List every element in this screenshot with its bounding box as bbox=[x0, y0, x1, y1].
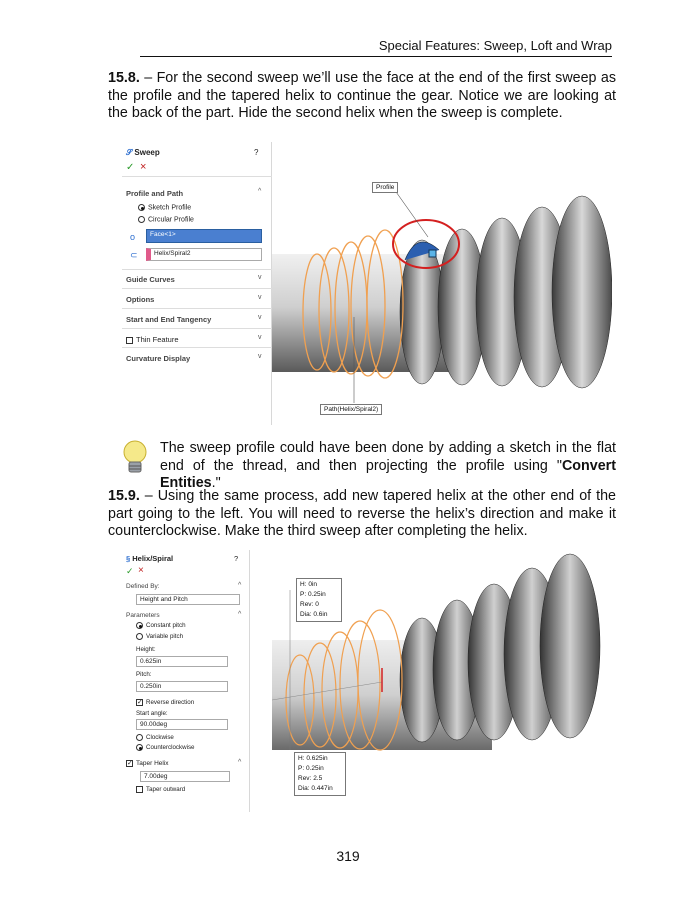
defined-by-select[interactable]: Height and Pitch bbox=[136, 594, 240, 605]
section-curvature-display[interactable]: Curvature Display bbox=[126, 354, 191, 363]
step-number: 15.9. bbox=[108, 488, 140, 504]
radio-icon bbox=[136, 622, 143, 629]
table-row: Dia: 0.447in bbox=[298, 785, 333, 792]
divider bbox=[122, 347, 272, 348]
helix-icon: § bbox=[126, 554, 133, 563]
radio-icon bbox=[136, 744, 143, 751]
radio-constant-pitch[interactable]: Constant pitch bbox=[136, 622, 186, 629]
thin-feature-checkbox[interactable]: Thin Feature bbox=[126, 335, 179, 344]
radio-clockwise[interactable]: Clockwise bbox=[136, 734, 174, 741]
chevron-down-icon[interactable]: v bbox=[258, 294, 262, 301]
cancel-button[interactable]: × bbox=[138, 565, 144, 576]
chevron-up-icon[interactable]: ^ bbox=[238, 582, 242, 589]
checkbox-icon: ✓ bbox=[137, 699, 143, 706]
table-row: P: 0.25in bbox=[300, 591, 326, 598]
page-number: 319 bbox=[336, 848, 360, 864]
taper-outward-checkbox[interactable]: Taper outward bbox=[136, 786, 185, 793]
lightbulb-icon bbox=[116, 438, 154, 478]
step-text: – For the second sweep we’ll use the face at the end of the first sweep as the profile and the tapered helix to continue the gear. Notice we are looking at the back of the part. Hide the second helix when the sweep is complete. bbox=[108, 70, 616, 122]
helix-start-table bbox=[296, 578, 342, 622]
radio-icon bbox=[136, 734, 143, 741]
table-row: Rev: 0 bbox=[300, 601, 319, 608]
radio-icon bbox=[138, 204, 145, 211]
divider bbox=[122, 269, 272, 270]
radio-circular-profile[interactable]: Circular Profile bbox=[138, 216, 194, 223]
section-guide-curves[interactable]: Guide Curves bbox=[126, 275, 175, 284]
step-15-9 bbox=[108, 488, 616, 541]
step-15-8 bbox=[108, 70, 616, 123]
taper-angle-input[interactable]: 7.00deg bbox=[140, 771, 230, 782]
radio-sketch-profile[interactable]: Sketch Profile bbox=[138, 204, 191, 211]
height-label: Height: bbox=[136, 646, 156, 653]
cancel-button[interactable]: × bbox=[140, 161, 147, 173]
path-icon: ⊂ bbox=[130, 250, 138, 260]
step-number: 15.8. bbox=[108, 70, 140, 86]
help-icon[interactable]: ? bbox=[254, 148, 259, 157]
sweep-title: 𝒮 Sweep bbox=[126, 148, 160, 157]
reverse-direction-checkbox[interactable]: ✓ Reverse direction bbox=[137, 699, 195, 707]
defined-by-label: Defined By: bbox=[126, 583, 160, 590]
divider bbox=[122, 288, 272, 289]
profile-icon: o bbox=[130, 232, 136, 242]
table-row: H: 0.625in bbox=[298, 755, 328, 762]
radio-counterclockwise[interactable]: Counterclockwise bbox=[136, 744, 195, 751]
path-field[interactable]: Helix/Spiral2 bbox=[146, 248, 262, 261]
table-row: P: 0.25in bbox=[298, 765, 324, 772]
section-profile-path[interactable]: Profile and Path bbox=[126, 189, 184, 198]
checkbox-icon bbox=[136, 786, 143, 793]
helix-title: § Helix/Spiral bbox=[126, 554, 174, 563]
tip-text: The sweep profile could have been done by adding a sketch in the flat end of the thread, and then projecting the profile using "Convert Entities." bbox=[160, 440, 616, 492]
chevron-up-icon[interactable]: ^ bbox=[238, 759, 242, 766]
height-input[interactable]: 0.625in bbox=[136, 656, 228, 667]
checkbox-icon bbox=[126, 337, 133, 344]
section-start-end-tangency[interactable]: Start and End Tangency bbox=[126, 315, 212, 324]
radio-variable-pitch[interactable]: Variable pitch bbox=[136, 633, 183, 640]
start-angle-input[interactable]: 90.00deg bbox=[136, 719, 228, 730]
chevron-down-icon[interactable]: v bbox=[258, 353, 262, 360]
taper-helix-checkbox[interactable]: ✓ Taper Helix bbox=[127, 760, 169, 768]
chevron-up-icon[interactable]: ^ bbox=[238, 611, 242, 618]
table-row: H: 0in bbox=[300, 581, 317, 588]
ok-button[interactable]: ✓ bbox=[126, 162, 135, 173]
radio-icon bbox=[138, 216, 145, 223]
profile-field[interactable]: Face<1> bbox=[146, 229, 262, 243]
table-row: Rev: 2.5 bbox=[298, 775, 323, 782]
sweep-icon: 𝒮 bbox=[126, 148, 135, 157]
divider bbox=[122, 176, 272, 177]
parameters-label: Parameters bbox=[126, 612, 160, 619]
help-icon[interactable]: ? bbox=[234, 554, 239, 563]
path-callout: Path(Helix/Spiral2) bbox=[320, 404, 382, 415]
chevron-down-icon[interactable]: v bbox=[258, 314, 262, 321]
figure-helix bbox=[122, 550, 612, 812]
divider bbox=[122, 308, 272, 309]
helix-end-table bbox=[294, 752, 346, 796]
start-angle-label: Start angle: bbox=[136, 710, 168, 717]
running-header: Special Features: Sweep, Loft and Wrap bbox=[140, 38, 612, 57]
pitch-label: Pitch: bbox=[136, 671, 152, 678]
helix-property-manager bbox=[122, 550, 250, 812]
sweep-property-manager bbox=[122, 142, 272, 425]
checkbox-icon: ✓ bbox=[127, 760, 133, 767]
radio-icon bbox=[136, 633, 143, 640]
divider bbox=[122, 328, 272, 329]
ok-button[interactable]: ✓ bbox=[126, 566, 134, 576]
pitch-input[interactable]: 0.250in bbox=[136, 681, 228, 692]
chevron-down-icon[interactable]: v bbox=[258, 274, 262, 281]
profile-callout: Profile bbox=[372, 182, 398, 193]
chevron-up-icon[interactable]: ^ bbox=[258, 188, 262, 195]
table-row: Dia: 0.6in bbox=[300, 611, 328, 618]
chevron-down-icon[interactable]: v bbox=[258, 334, 262, 341]
step-text: – Using the same process, add new tapered helix at the other end of the part going to the left. You will need to reverse the helix’s direction and make it counterclockwise. Make the third sweep after completing the helix. bbox=[108, 488, 616, 540]
section-options[interactable]: Options bbox=[126, 295, 155, 304]
figure-sweep bbox=[122, 142, 612, 425]
